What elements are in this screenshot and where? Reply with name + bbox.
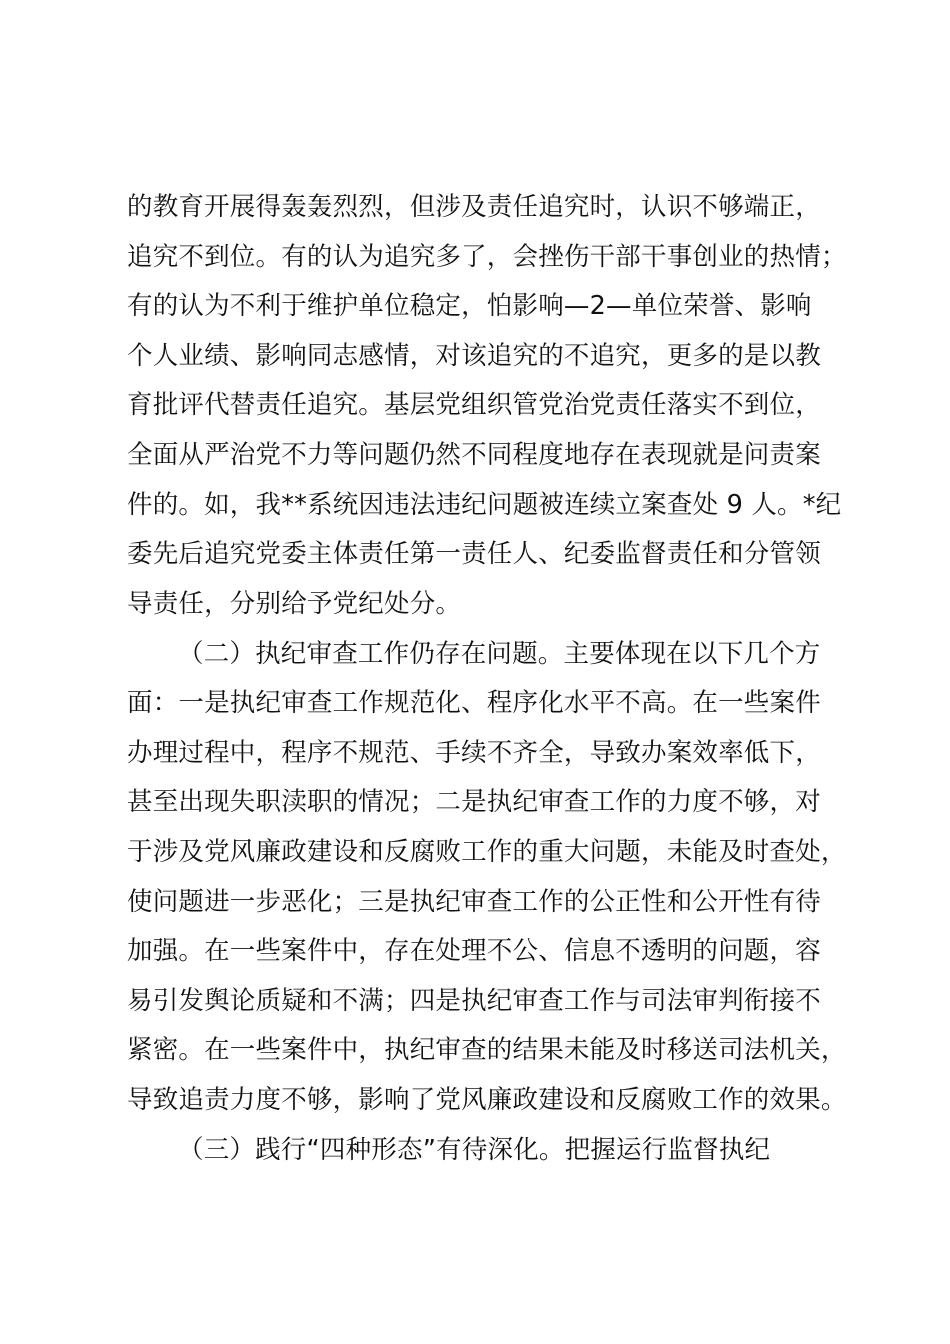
- text-line: 的教育开展得轰轰烈烈，但涉及责任追究时，认识不够端正，: [127, 192, 821, 222]
- text-line: 追究不到位。有的认为追究多了，会挫伤干部干事创业的热情；: [127, 242, 847, 272]
- text-line: 使问题进一步恶化；三是执纪审查工作的公正性和公开性有待: [127, 887, 821, 917]
- text-line: 个人业绩、影响同志感情，对该追究的不追究，更多的是以教: [127, 341, 821, 371]
- text-line: 易引发舆论质疑和不满；四是执纪审查工作与司法审判衔接不: [127, 986, 821, 1016]
- text-line: 紧密。在一些案件中，执纪审查的结果未能及时移送司法机关，: [127, 1035, 847, 1065]
- section-heading-3: （三）践行“四种形态”有待深化。把握运行监督执纪: [178, 1135, 771, 1165]
- text-line: 导致追责力度不够，影响了党风廉政建设和反腐败工作的效果。: [127, 1085, 847, 1115]
- text-line: 办理过程中，程序不规范、手续不齐全，导致办案效率低下，: [127, 738, 821, 768]
- text-line: 全面从严治党不力等问题仍然不同程度地存在表现就是问责案: [127, 440, 821, 470]
- text-line: 有的认为不利于维护单位稳定，怕影响—2—单位荣誉、影响: [127, 291, 812, 321]
- text-line: 加强。在一些案件中，存在处理不公、信息不透明的问题，容: [127, 936, 821, 966]
- text-line: 导责任，分别给予党纪处分。: [127, 589, 462, 619]
- text-line: 甚至出现失职渎职的情况；二是执纪审查工作的力度不够，对: [127, 787, 821, 817]
- section-heading-2: （二）执纪审查工作仍存在问题。主要体现在以下几个方: [178, 639, 821, 669]
- text-line: 件的。如，我**系统因违法违纪问题被连续立案查处 9 人。*纪: [127, 490, 842, 520]
- text-line: 委先后追究党委主体责任第一责任人、纪委监督责任和分管领: [127, 539, 821, 569]
- text-line: 育批评代替责任追究。基层党组织管党治党责任落实不到位，: [127, 390, 821, 420]
- text-line: 于涉及党风廉政建设和反腐败工作的重大问题，未能及时查处，: [127, 837, 847, 867]
- text-line: 面：一是执纪审查工作规范化、程序化水平不高。在一些案件: [127, 688, 821, 718]
